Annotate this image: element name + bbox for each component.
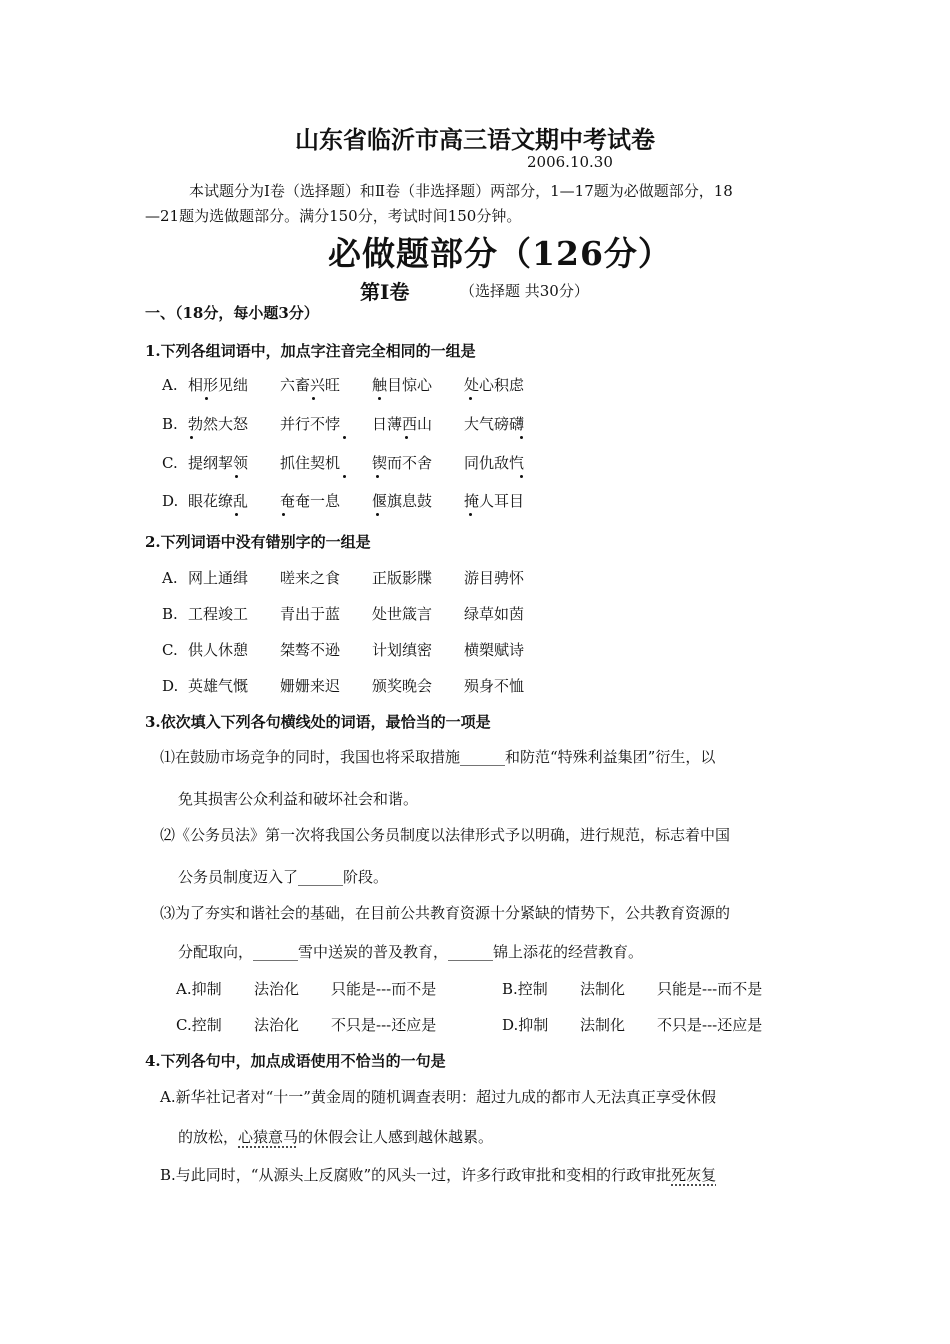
q1-stem: 1.下列各组词语中，加点字注音完全相同的一组是 <box>145 342 476 360</box>
document-title: 山东省临沂市高三语文期中考试卷 <box>295 125 655 154</box>
option-label: B. <box>162 415 178 433</box>
option-word: 勃然大怒 <box>188 415 249 433</box>
answer-word: 不只是---还应是 <box>657 1016 763 1034</box>
emphasis-dot <box>378 397 381 400</box>
option-word: 触目惊心 <box>372 376 433 394</box>
option-label: C. <box>162 454 178 472</box>
option-word: 供人休憩 <box>188 641 249 659</box>
q2-stem: 2.下列词语中没有错别字的一组是 <box>145 533 371 551</box>
q3-sentence-1-line-2: 免其损害公众利益和破坏社会和谐。 <box>178 790 419 808</box>
answer-word: 只能是---而不是 <box>331 980 437 998</box>
option-label: D. <box>162 677 179 695</box>
option-label: A. <box>162 376 178 394</box>
part-title: 必做题部分（126分） <box>328 234 672 273</box>
q3-sentence-1-line-1: ⑴在鼓励市场竞争的同时，我国也将采取措施______和防范“特殊利益集团”衍生，以 <box>160 748 716 766</box>
option-word: 提纲挈领 <box>188 454 249 472</box>
option-word: 殒身不恤 <box>464 677 525 695</box>
answer-label: A.抑制 <box>176 980 222 998</box>
section-header: 一、（18分，每小题3分） <box>145 304 319 322</box>
option-word: 抓住契机 <box>280 454 341 472</box>
q4-option-b-line-1 <box>160 1164 716 1185</box>
q2-option-d <box>162 675 556 696</box>
emphasis-dot <box>376 475 379 478</box>
option-word: 锲而不舍 <box>372 454 433 472</box>
answer-label: D.抑制 <box>502 1016 549 1034</box>
volume-title: 第Ⅰ卷 <box>360 280 410 304</box>
option-label: D. <box>162 492 179 510</box>
emphasis-dot <box>520 436 523 439</box>
emphasis-dot <box>235 475 238 478</box>
emphasis-dot <box>520 475 523 478</box>
emphasis-dot <box>190 436 193 439</box>
emphasis-dot <box>312 397 315 400</box>
emphasis-dot <box>343 475 346 478</box>
q3-sentence-2-line-2: 公务员制度迈入了______阶段。 <box>178 868 389 886</box>
emphasis-dot <box>282 513 285 516</box>
emphasis-dot <box>469 397 472 400</box>
option-word: 工程竣工 <box>188 605 249 623</box>
option-word: 网上通缉 <box>188 569 249 587</box>
option-word: 正版影牒 <box>372 569 433 587</box>
option-word: 日薄西山 <box>372 415 433 433</box>
option-word: 掩人耳目 <box>464 492 525 510</box>
emphasis-dot <box>235 513 238 516</box>
intro-line-1: 本试题分为Ⅰ卷（选择题）和Ⅱ卷（非选择题）两部分，1—17题为必做题部分，18 <box>189 182 733 200</box>
option-word: 计划缜密 <box>372 641 433 659</box>
q3-answer-a <box>176 978 436 999</box>
dotted-idiom: 心猿意马 <box>238 1128 299 1146</box>
q3-stem: 3.依次填入下列各句横线处的词语，最恰当的一项是 <box>145 713 491 731</box>
option-word: 横槊赋诗 <box>464 641 525 659</box>
q2-option-b <box>162 603 556 624</box>
option-word: 大气磅礴 <box>464 415 525 433</box>
emphasis-dot <box>469 513 472 516</box>
q2-option-a <box>162 567 556 588</box>
q1-option-d <box>162 490 556 511</box>
option-word: 奄奄一息 <box>280 492 341 510</box>
option-word: 游目骋怀 <box>464 569 525 587</box>
option-label: B. <box>162 605 178 623</box>
q3-sentence-3-line-2: 分配取向，______雪中送炭的普及教育，______锦上添花的经营教育。 <box>178 943 644 961</box>
q3-sentence-3-line-1: ⑶为了夯实和谐社会的基础，在目前公共教育资源十分紧缺的情势下，公共教育资源的 <box>160 904 731 922</box>
option-word: 青出于蓝 <box>280 605 341 623</box>
q3-answer-c <box>176 1014 436 1035</box>
q4-option-a-line-1: A.新华社记者对“十一”黄金周的随机调查表明：超过九成的都市人无法真正享受休假 <box>160 1088 716 1106</box>
emphasis-dot <box>343 436 346 439</box>
q4-option-a-line-2 <box>178 1126 493 1147</box>
option-label: A. <box>162 569 178 587</box>
text-segment: B.与此同时，“从源头上反腐败”的风头一过，许多行政审批和变相的行政审批 <box>160 1166 672 1184</box>
option-label: C. <box>162 641 178 659</box>
option-word: 并行不悖 <box>280 415 341 433</box>
answer-word: 不只是---还应是 <box>331 1016 437 1034</box>
q3-sentence-2-line-1: ⑵《公务员法》第一次将我国公务员制度以法律形式予以明确，进行规范，标志着中国 <box>160 826 731 844</box>
answer-word: 法制化 <box>580 980 626 998</box>
answer-word: 法制化 <box>580 1016 626 1034</box>
answer-word: 法治化 <box>254 1016 300 1034</box>
answer-label: C.控制 <box>176 1016 222 1034</box>
answer-word: 法治化 <box>254 980 300 998</box>
emphasis-dot <box>405 436 408 439</box>
option-word: 同仇敌忾 <box>464 454 525 472</box>
q3-answer-d <box>502 1014 762 1035</box>
q1-option-a <box>162 374 556 395</box>
option-word: 处心积虑 <box>464 376 525 394</box>
q4-stem: 4.下列各句中，加点成语使用不恰当的一句是 <box>145 1052 446 1070</box>
q1-option-b <box>162 413 556 434</box>
emphasis-dot <box>205 397 208 400</box>
q3-answer-b <box>502 978 762 999</box>
intro-line-2: —21题为选做题部分。满分150分，考试时间150分钟。 <box>145 207 522 225</box>
q1-option-c <box>162 452 556 473</box>
option-word: 姗姗来迟 <box>280 677 341 695</box>
option-word: 眼花缭乱 <box>188 492 249 510</box>
q2-option-c <box>162 639 556 660</box>
emphasis-dot <box>376 513 379 516</box>
answer-word: 只能是---而不是 <box>657 980 763 998</box>
option-word: 处世箴言 <box>372 605 433 623</box>
option-word: 嗟来之食 <box>280 569 341 587</box>
text-segment: 的放松， <box>178 1128 239 1146</box>
text-segment: 的休假会让人感到越休越累。 <box>298 1128 494 1146</box>
option-word: 六畜兴旺 <box>280 376 341 394</box>
volume-subtitle: （选择题 共30分） <box>460 282 589 300</box>
option-word: 桀骜不逊 <box>280 641 341 659</box>
option-word: 偃旗息鼓 <box>372 492 433 510</box>
option-word: 绿草如茵 <box>464 605 525 623</box>
option-word: 颁奖晚会 <box>372 677 433 695</box>
option-word: 相形见绌 <box>188 376 249 394</box>
dotted-idiom: 死灰复 <box>671 1166 717 1184</box>
exam-date: 2006.10.30 <box>527 153 613 171</box>
option-word: 英雄气慨 <box>188 677 249 695</box>
answer-label: B.控制 <box>502 980 548 998</box>
